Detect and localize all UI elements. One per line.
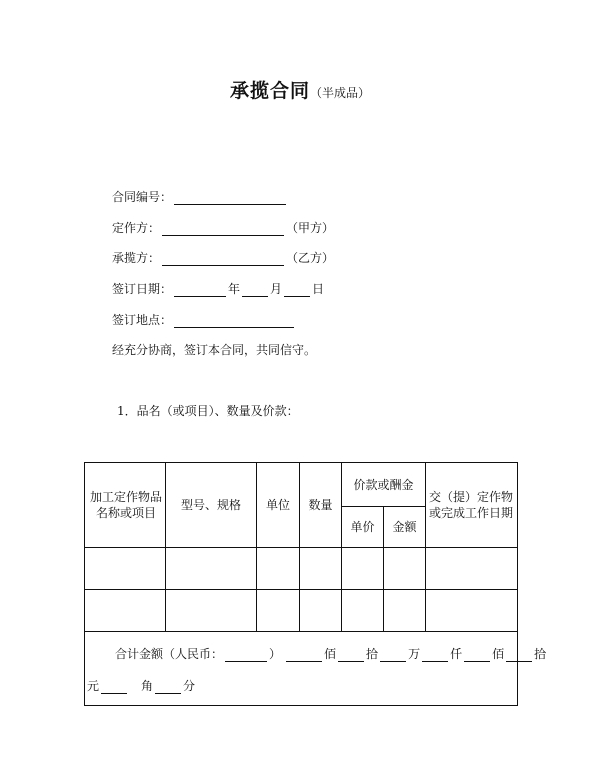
yuan-blank[interactable] <box>101 681 127 694</box>
day-blank[interactable] <box>284 284 310 297</box>
party-a-suffix: （甲方） <box>286 221 335 235</box>
bai-wan-label: 佰 <box>324 647 337 661</box>
total-amount-blank[interactable] <box>225 649 267 662</box>
sign-place-blank[interactable] <box>174 315 294 328</box>
day-label: 日 <box>312 282 325 296</box>
section-1-heading <box>117 402 299 419</box>
agreement-row <box>112 341 316 358</box>
sign-place-row <box>112 311 296 328</box>
total-row-1 <box>115 645 546 662</box>
items-table <box>84 462 547 706</box>
total-label: 合计金额（人民币： <box>115 647 224 661</box>
header-item-name: 加工定作物品名称或项目 <box>89 490 162 520</box>
header-unit-price: 单价 <box>350 520 375 534</box>
sign-place-label: 签订地点： <box>112 313 173 327</box>
header-bottom-line <box>85 547 517 548</box>
header-quantity: 数量 <box>308 498 333 512</box>
section-1-text: 1．品名（或项目）、数量及价款： <box>117 404 299 418</box>
shi-wan-label: 拾 <box>366 647 379 661</box>
header-price-group: 价款或酬金 <box>353 477 414 492</box>
party-a-label: 定作方： <box>112 221 161 235</box>
bai-label: 佰 <box>492 647 505 661</box>
header-delivery: 交（提）定作物或完成工作日期 <box>428 490 513 520</box>
shi-label: 拾 <box>534 647 547 661</box>
title-sub: （半成品） <box>310 86 371 100</box>
total-row-2 <box>87 677 195 694</box>
total-close: ） <box>269 647 282 661</box>
yuan-label: 元 <box>87 679 100 693</box>
party-b-row <box>112 249 334 266</box>
jiao-blank[interactable] <box>155 681 181 694</box>
wan-blank[interactable] <box>380 649 406 662</box>
party-b-blank[interactable] <box>162 253 284 266</box>
sign-date-label: 签订日期： <box>112 282 173 296</box>
wan-label: 万 <box>408 647 421 661</box>
month-blank[interactable] <box>242 284 268 297</box>
year-blank[interactable] <box>174 284 226 297</box>
header-model: 型号、规格 <box>180 498 241 512</box>
title-main: 承揽合同 <box>229 80 310 102</box>
month-label: 月 <box>270 282 283 296</box>
contract-number-row <box>112 188 288 205</box>
party-a-row <box>112 219 334 236</box>
sign-date-row <box>112 280 324 297</box>
shi-wan-blank[interactable] <box>338 649 364 662</box>
bai-wan-blank[interactable] <box>286 649 322 662</box>
col-line-6 <box>425 463 426 631</box>
row-2-bottom-line <box>85 631 517 632</box>
fen-label: 分 <box>183 679 196 693</box>
party-b-suffix: （乙方） <box>286 251 335 265</box>
bai-blank[interactable] <box>464 649 490 662</box>
agreement-text: 经充分协商，签订本合同，共同信守。 <box>112 343 317 357</box>
qian-label: 仟 <box>450 647 463 661</box>
contract-number-label: 合同编号： <box>112 190 173 204</box>
jiao-label: 角 <box>141 679 154 693</box>
header-unit: 单位 <box>265 498 290 512</box>
shi-blank[interactable] <box>506 649 532 662</box>
party-b-label: 承揽方： <box>112 251 161 265</box>
contract-number-blank[interactable] <box>174 192 286 205</box>
party-a-blank[interactable] <box>162 223 284 236</box>
qian-blank[interactable] <box>422 649 448 662</box>
row-1-bottom-line <box>85 589 517 590</box>
header-amount: 金额 <box>392 520 417 534</box>
year-label: 年 <box>228 282 241 296</box>
document-title <box>0 76 600 103</box>
